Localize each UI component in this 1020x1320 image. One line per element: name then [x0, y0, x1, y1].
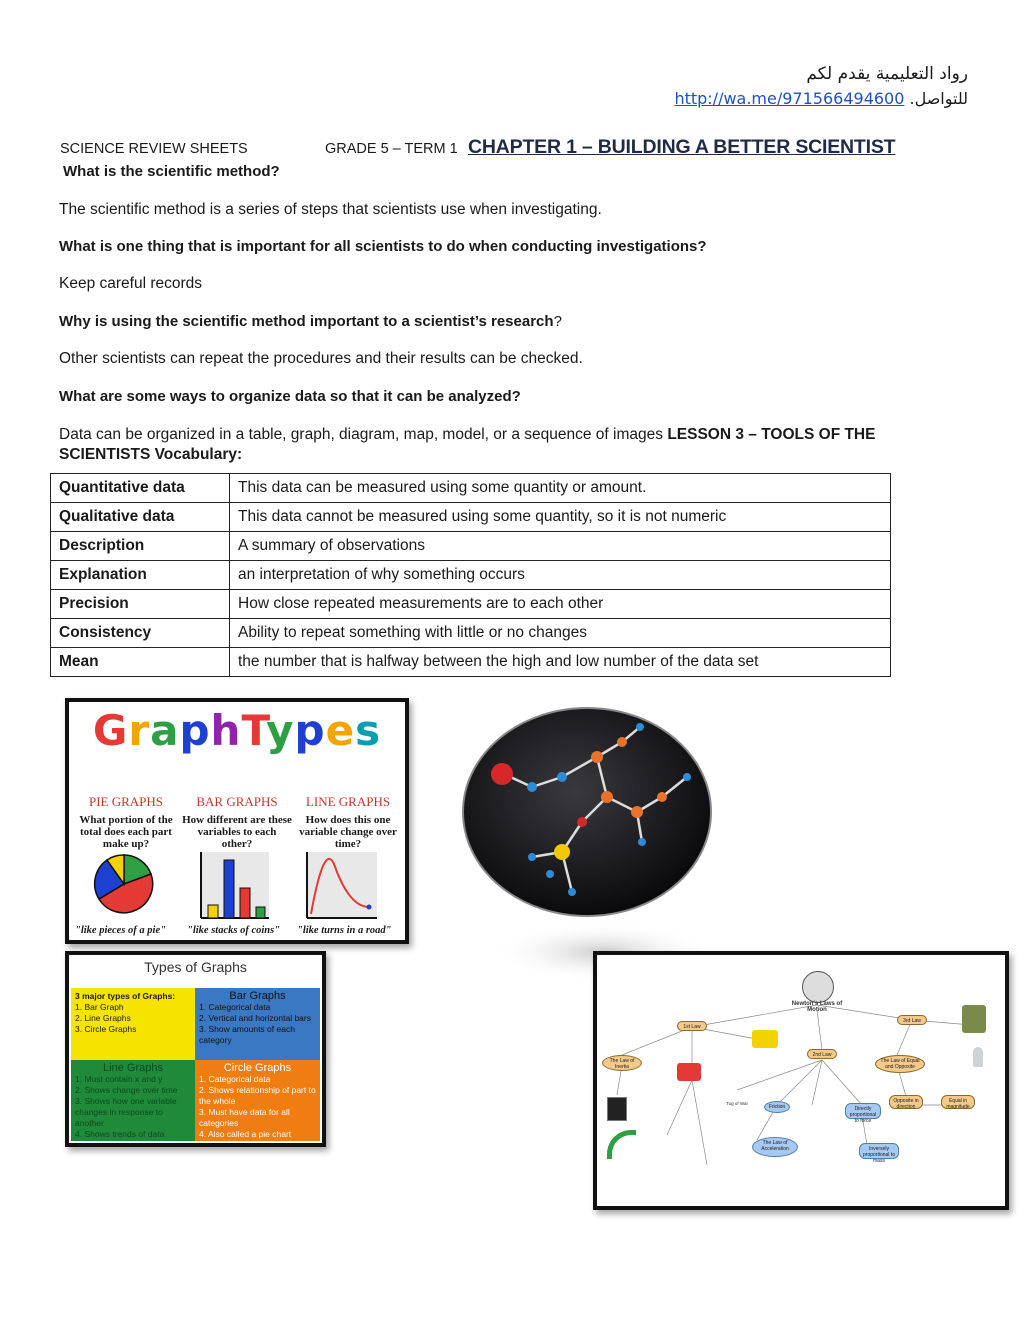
rifle-recoil-picture	[962, 1005, 986, 1033]
vocab-term: Consistency	[51, 619, 230, 648]
vocab-term: Qualitative data	[51, 503, 230, 532]
circle-graphs-item: 4. Also called a pie chart	[199, 1129, 292, 1139]
line-heading: LINE GRAPHS	[305, 794, 391, 809]
friction-node: Friction	[764, 1101, 790, 1113]
table-row	[51, 474, 891, 503]
tug-of-war-label: Tug of War	[726, 1101, 748, 1106]
question-3-text: Why is using the scientific method important to a scientist’s research	[59, 313, 554, 330]
circle-graphs-item: 3. Must have data for all categories	[199, 1107, 290, 1128]
vocab-definition: A summary of observations	[230, 532, 891, 561]
law-of-inertia-node: The Law of Inertia	[602, 1055, 642, 1071]
circle-graphs-quadrant	[195, 1060, 320, 1141]
law-of-equal-opposite-node: The Law of Equal and Opposite	[875, 1055, 925, 1073]
sheet-label: SCIENCE REVIEW SHEETS	[60, 141, 248, 157]
line-graphs-item: 4. Shows trends of data	[75, 1129, 165, 1139]
table-row	[51, 648, 891, 677]
vocab-term: Mean	[51, 648, 230, 677]
law-of-acceleration-node: The Law of Acceleration	[752, 1137, 798, 1157]
vocab-term: Explanation	[51, 561, 230, 590]
bar-graphs-item: 3. Show amounts of each category	[199, 1024, 295, 1045]
pie-description: What portion of the total does each part make up?	[79, 814, 173, 850]
vocab-definition: This data can be measured using some quantity or amount.	[230, 474, 891, 503]
answer-3: Other scientists can repeat the procedures and their results can be checked.	[59, 350, 583, 367]
types-of-graphs-chart	[65, 951, 326, 1147]
vocab-definition: How close repeated measurements are to each other	[230, 590, 891, 619]
major-types-item: 2. Line Graphs	[75, 1013, 131, 1023]
pie-heading: PIE GRAPHS	[88, 794, 164, 809]
bar-description: How different are these variables to each other?	[182, 814, 292, 850]
bar-graphs-heading: Bar Graphs	[229, 990, 286, 1002]
table-row	[51, 503, 891, 532]
first-law-node: 1st Law	[677, 1021, 707, 1031]
bar-caption: "like stacks of coins"	[187, 925, 281, 936]
contact-line	[674, 89, 968, 108]
question-2: What is one thing that is important for all scientists to do when conducting investigations?	[59, 238, 707, 255]
newtons-laws-concept-map	[593, 951, 1009, 1210]
vocabulary-heading: SCIENTISTS Vocabulary:	[59, 446, 243, 463]
major-types-item: 3. Circle Graphs	[75, 1024, 137, 1034]
line-chart-illustration	[307, 852, 377, 918]
bar-graphs-item: 1. Categorical data	[199, 1002, 271, 1012]
lesson-heading: LESSON 3 – TOOLS OF THE	[667, 426, 876, 443]
types-of-graphs-title: Types of Graphs	[144, 959, 247, 975]
second-law-node: 2nd Law	[807, 1049, 837, 1059]
vocab-term: Precision	[51, 590, 230, 619]
question-4: What are some ways to organize data so that it can be analyzed?	[59, 388, 521, 405]
graph-types-poster	[65, 698, 409, 944]
equal-magnitude-node: Equal in magnitude	[941, 1095, 975, 1109]
bicycle-picture	[752, 1030, 778, 1048]
bar-chart-illustration	[201, 852, 269, 918]
vocab-definition: an interpretation of why something occurs	[230, 561, 891, 590]
bar-heading: BAR GRAPHS	[196, 794, 278, 809]
answer-4	[59, 425, 919, 465]
graph-illustrations	[69, 702, 405, 940]
bar-graphs-quadrant	[195, 988, 320, 1060]
opposite-direction-node: Opposite in direction	[889, 1095, 923, 1109]
question-3-mark: ?	[553, 313, 562, 330]
line-graphs-item: 2. Shows change over time	[75, 1085, 178, 1095]
pie-caption: "like pieces of a pie"	[75, 925, 166, 936]
chapter-title: CHAPTER 1 – BUILDING A BETTER SCIENTIST	[468, 136, 896, 158]
answer-4-text: Data can be organized in a table, graph, diagram, map, model, or a sequence of images	[59, 426, 664, 443]
hockey-puck-picture	[677, 1063, 701, 1081]
bar-graphs-item: 2. Vertical and horizontal bars	[199, 1013, 311, 1023]
direct-proportion-node: Directly proportional to force	[845, 1103, 881, 1119]
vocab-term: Description	[51, 532, 230, 561]
galileo-picture	[607, 1097, 627, 1121]
circle-graphs-item: 2. Shows relationship of part to the whole	[199, 1085, 316, 1106]
line-graphs-heading: Line Graphs	[103, 1062, 163, 1074]
pie-chart-illustration	[95, 855, 153, 913]
molecule-model-photo	[462, 702, 732, 987]
major-types-quadrant	[71, 988, 195, 1060]
vocab-definition: This data cannot be measured using some quantity, so it is not numeric	[230, 503, 891, 532]
line-graphs-item: 1. Must contain x and y	[75, 1074, 163, 1084]
line-graphs-item: 3. Shows how one variable changes in response to another	[75, 1096, 177, 1128]
table-row	[51, 590, 891, 619]
line-graphs-quadrant	[71, 1060, 195, 1141]
contact-label: للتواصل.	[909, 89, 968, 108]
whatsapp-link[interactable]: http://wa.me/971566494600	[674, 89, 905, 108]
graph-types-title: GraphTypes	[92, 706, 382, 755]
rocket-picture	[973, 1047, 983, 1067]
inverse-proportion-node: Inversely proportional to mass	[859, 1143, 899, 1159]
line-caption: "like turns in a road"	[297, 925, 392, 936]
answer-2: Keep careful records	[59, 275, 203, 292]
table-row	[51, 532, 891, 561]
question-3	[59, 313, 562, 330]
vocab-definition: the number that is halfway between the high and low number of the data set	[230, 648, 891, 677]
vocab-definition: Ability to repeat something with little or no changes	[230, 619, 891, 648]
table-row	[51, 619, 891, 648]
question-1: What is the scientific method?	[63, 163, 280, 180]
grade-label: GRADE 5 – TERM 1	[325, 141, 458, 157]
concept-map-links	[597, 955, 1005, 1206]
arabic-heading: رواد التعليمية يقدم لكم	[806, 64, 968, 84]
line-description: How does this one variable change over time?	[299, 814, 397, 850]
answer-1: The scientific method is a series of steps that scientists use when investigating.	[59, 201, 602, 218]
major-types-item: 1. Bar Graph	[75, 1002, 124, 1012]
third-law-node: 3rd Law	[897, 1015, 927, 1025]
major-types-heading: 3 major types of Graphs:	[75, 991, 176, 1001]
circle-graphs-item: 1. Categorical data	[199, 1074, 271, 1084]
vocab-term: Quantitative data	[51, 474, 230, 503]
concept-map-center: Newton's Laws of Motion	[791, 1001, 843, 1013]
table-row	[51, 561, 891, 590]
newton-portrait	[802, 971, 834, 1003]
circle-graphs-heading: Circle Graphs	[223, 1062, 292, 1074]
vocabulary-table	[50, 473, 891, 677]
